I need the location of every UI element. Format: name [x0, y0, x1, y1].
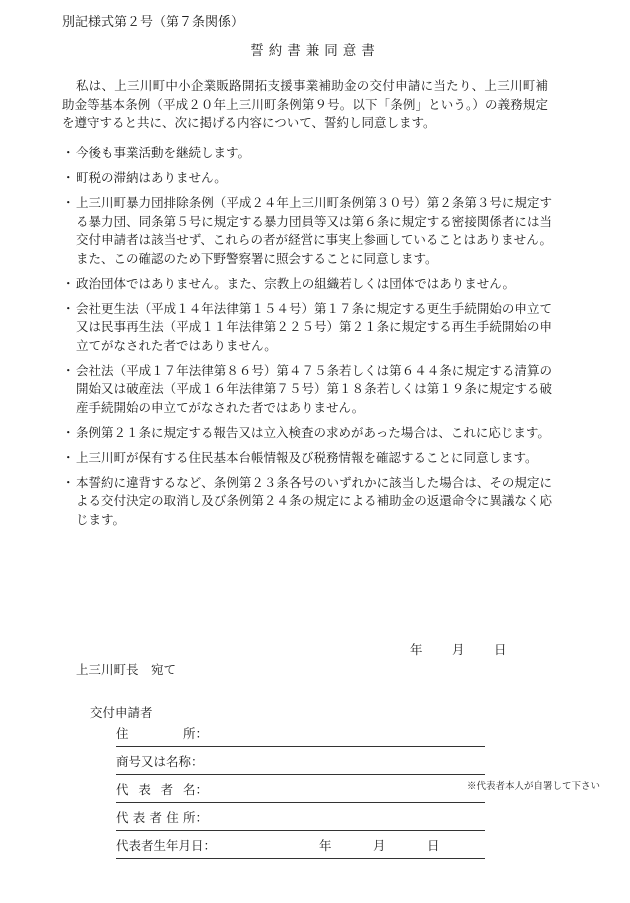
label-char: 者: [149, 810, 162, 825]
signature-note: ※代表者本人が自署して下さい: [467, 781, 601, 792]
label-char: 表: [138, 782, 151, 797]
bullet-mark: ・: [62, 449, 75, 465]
representative-name-field[interactable]: [116, 780, 485, 803]
representative-address-field[interactable]: [116, 808, 485, 831]
pledge-item-info-consent: [62, 449, 552, 468]
applicant-heading: 交付申請者: [90, 705, 153, 720]
pledge-item-inspection: [62, 424, 552, 443]
pledge-item-no-tax-arrears: [62, 169, 552, 188]
pledge-text: 政治団体ではありません。また、宗教上の組織若しくは団体ではありません。: [76, 275, 516, 291]
bullet-mark: ・: [62, 170, 75, 185]
pledge-text: 上三川町が保有する住民基本台帳情報及び税務情報を確認することに同意します。: [76, 449, 538, 465]
label-char: 所：: [182, 810, 208, 825]
addressee: 上三川町長 宛て: [76, 662, 177, 677]
label-char: 住: [116, 726, 129, 741]
date-month-mark: 月: [452, 642, 465, 657]
date-line: [410, 640, 507, 660]
label-char: 者: [160, 782, 174, 797]
date-day-mark: 日: [494, 642, 507, 657]
label-char: 名：: [182, 782, 208, 797]
pledge-item-no-reorganization: [62, 300, 552, 356]
document-title: 誓約書兼同意書: [250, 43, 380, 59]
pledge-text: 町税の滞納はありません。: [76, 170, 227, 185]
label-char: 代: [116, 810, 129, 825]
birthdate-marks: [319, 836, 481, 856]
address-label: [116, 724, 208, 744]
address-field[interactable]: [116, 724, 485, 747]
representative-birthdate-label: 代表者生年月日：: [116, 838, 217, 853]
pledge-item-not-political-religious: [62, 275, 552, 294]
pledge-text: 会社更生法（平成１４年法律第１５４号）第１７条に規定する更生手続開始の申立て又は民事再生法（平成１１年法律第２２５号）第２１条に規定する再生手続開始の申立てがなされた者ではありません。: [76, 300, 552, 353]
representative-address-label: [116, 808, 208, 828]
representative-birthdate-field[interactable]: [116, 836, 485, 859]
label-char: 表: [132, 810, 146, 825]
label-char: 代: [116, 782, 129, 797]
birthdate-year-mark: 年: [319, 838, 332, 853]
label-char: 所：: [182, 726, 208, 741]
pledge-item-no-bankruptcy: [62, 362, 552, 418]
label-char: 住: [166, 810, 179, 825]
bullet-mark: ・: [62, 300, 75, 316]
bullet-mark: ・: [62, 362, 75, 378]
representative-name-label: [116, 780, 208, 800]
bullet-mark: ・: [62, 145, 75, 160]
birthdate-month-mark: 月: [373, 838, 386, 853]
company-name-label: 商号又は名称：: [116, 754, 204, 769]
pledge-item-continue-business: [62, 144, 552, 163]
birthdate-day-mark: 日: [427, 838, 440, 853]
bullet-mark: ・: [62, 195, 75, 210]
bullet-mark: ・: [62, 275, 75, 291]
form-label: 別記様式第２号（第７条関係）: [62, 15, 245, 30]
date-year-mark: 年: [410, 642, 423, 657]
pledge-list: [62, 144, 552, 536]
pledge-item-repayment: [62, 474, 552, 530]
company-name-field[interactable]: [116, 752, 485, 775]
pledge-text: 条例第２１条に規定する報告又は立入検査の求めがあった場合は、これに応じます。: [76, 424, 550, 440]
bullet-mark: ・: [62, 424, 75, 440]
pledge-text: 今後も事業活動を継続します。: [76, 145, 251, 160]
pledge-text: 会社法（平成１７年法律第８６号）第４７５条若しくは第６４４条に規定する清算の開始又は破産法（平成１６年法律第７５号）第１８条若しくは第１９条に規定する破産手続開始の申立てがなされた者ではありません。: [76, 362, 552, 415]
pledge-text: 上三川町暴力団排除条例（平成２４年上三川町条例第３０号）第２条第３号に規定する暴力団、同条第５号に規定する暴力団員等又は第６条に規定する密接関係者には当交付申請者は該当せず、これらの者が経営に事実上参画していることはありません。また、この確認のため下野警察署に照会することに同意します。: [76, 195, 552, 266]
pledge-item-antisocial-forces: [62, 194, 552, 268]
intro-paragraph: 私は、上三川町中小企業販路開拓支援事業補助金の交付申請に当たり、上三川町補助金等基本条例（平成２０年上三川町条例第９号。以下「条例」という。）の義務規定を遵守すると共に、次に掲げる内容について、誓約し同意します。: [62, 78, 548, 130]
pledge-text: 本誓約に違背するなど、条例第２３条各号のいずれかに該当した場合は、その規定による交付決定の取消し及び条例第２４条の規定による補助金の返還命令に異議なく応じます。: [76, 474, 552, 527]
bullet-mark: ・: [62, 474, 75, 490]
